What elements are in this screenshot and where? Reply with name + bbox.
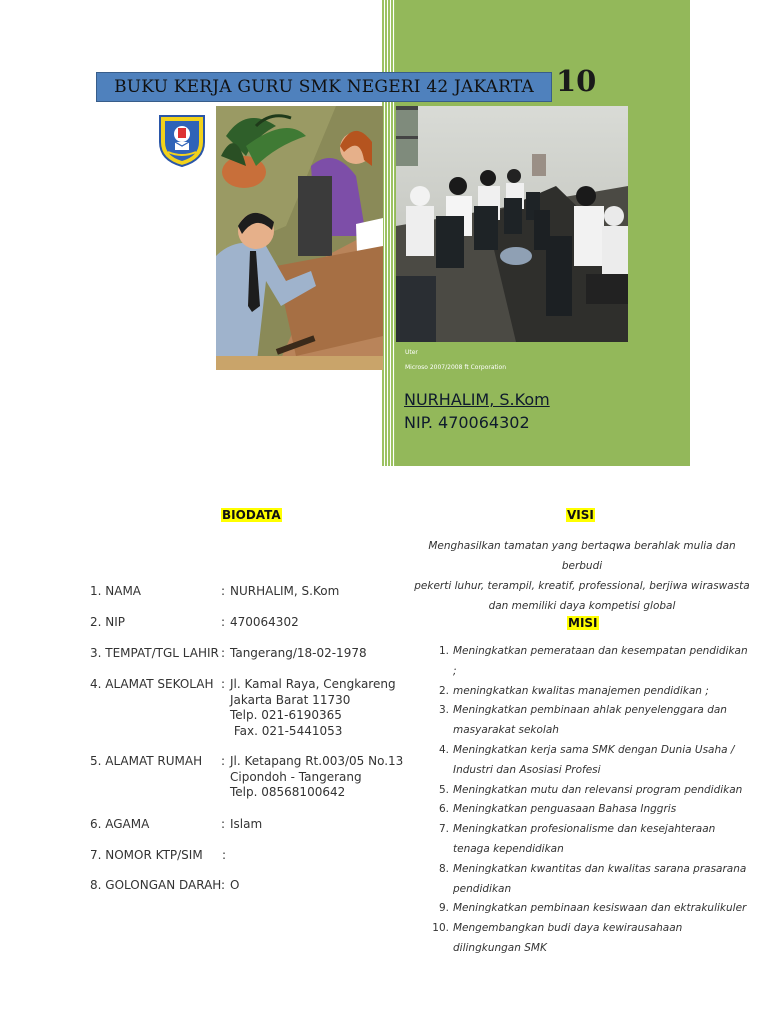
cover-small-text-1: Uter: [405, 349, 418, 356]
misi-item-text: Meningkatkan pembinaan ahlak penyelenggara dan masyarakat sekolah: [453, 704, 727, 737]
biodata-heading: BIODATA: [222, 508, 281, 522]
biodata-value: [230, 677, 396, 739]
misi-item-number: 4.: [438, 743, 449, 756]
cover-small-text-2: Microso 2007/2008 ft Corporation: [405, 364, 507, 371]
misi-item: [432, 682, 748, 702]
misi-item-number: 8.: [438, 862, 449, 875]
school-emblem-icon: [156, 112, 208, 168]
misi-item-text: Meningkatkan pemerataan dan kesempatan pendidikan ;: [453, 645, 748, 677]
cover-stripe-divider: [382, 0, 395, 466]
biodata-value-line: Jakarta Barat 11730: [230, 692, 351, 707]
biodata-label: 8. GOLONGAN DARAH: [90, 878, 222, 892]
biodata-label: 6. AGAMA: [90, 817, 150, 831]
misi-item-text: Meningkatkan pembinaan kesiswaan dan ektrakulikuler: [453, 902, 747, 915]
biodata-value: [230, 584, 339, 600]
visi-line: Menghasilkan tamatan yang bertaqwa berahlak mulia dan berbudi: [428, 540, 736, 572]
visi-line: dan memiliki daya kompetisi global: [488, 600, 676, 612]
misi-item: [432, 800, 748, 820]
misi-item-text: Meningkatkan profesionalisme dan kesejahteraan tenaga kependidikan: [453, 823, 716, 855]
misi-item-text: Meningkatkan kerja sama SMK dengan Dunia Usaha / Industri dan Asosiasi Profesi: [453, 743, 735, 776]
biodata-value-line: Jl. Kamal Raya, Cengkareng: [230, 677, 396, 691]
office-worker-clipart: [216, 106, 383, 370]
misi-item-number: 6.: [438, 803, 449, 816]
cover-title: BUKU KERJA GURU SMK NEGERI 42 JAKARTA: [114, 77, 534, 97]
misi-item-number: 3.: [438, 704, 449, 717]
misi-item-number: 7.: [438, 823, 449, 836]
misi-item-number: 10.: [432, 922, 449, 935]
biodata-value: [230, 615, 299, 631]
misi-item: [432, 899, 748, 919]
biodata-value: [230, 754, 403, 801]
author-name: NURHALIM, S.Kom: [404, 390, 550, 409]
biodata-value-line: O: [230, 878, 240, 892]
misi-item-text: Meningkatkan mutu dan relevansi program pendidikan: [453, 783, 743, 796]
misi-item: [432, 642, 748, 682]
computer-lab-photo: [396, 106, 628, 342]
biodata-separator: :: [221, 584, 226, 598]
biodata-separator: :: [221, 615, 226, 629]
cover-year: 10: [556, 64, 597, 98]
biodata-value-line: NURHALIM, S.Kom: [230, 584, 340, 598]
biodata-label: 7. NOMOR KTP/SIM: [90, 848, 203, 862]
visi-text: [412, 536, 752, 616]
misi-item: [432, 701, 748, 741]
misi-item-text: Mengembangkan budi daya kewirausahaan dilingkungan SMK: [453, 922, 683, 954]
biodata-separator: :: [221, 817, 226, 831]
biodata-label: 1. NAMA: [90, 584, 142, 598]
biodata-value: [230, 878, 239, 894]
misi-item: [432, 919, 748, 959]
misi-item-text: Meningkatkan penguasaan Bahasa Inggris: [453, 803, 677, 816]
misi-item: [432, 741, 748, 781]
biodata-label: 2. NIP: [90, 615, 126, 629]
misi-item: [432, 781, 748, 801]
misi-item-number: 5.: [438, 783, 449, 796]
biodata-value-line: Islam: [230, 817, 263, 831]
biodata-value: [230, 817, 262, 833]
misi-item-text: Meningkatkan kwantitas dan kwalitas sarana prasarana pendidikan: [453, 862, 747, 895]
biodata-value-line: Telp. 08568100642: [230, 785, 346, 799]
visi-line: pekerti luhur, terampil, kreatif, professional, berjiwa wiraswasta: [414, 580, 750, 592]
author-nip: NIP. 470064302: [404, 413, 530, 432]
misi-item-text: meningkatkan kwalitas manajemen pendidikan ;: [453, 684, 709, 697]
biodata-label: 5. ALAMAT RUMAH: [90, 754, 203, 768]
biodata-value-line: Telp. 021-6190365: [230, 708, 342, 722]
biodata-value-line: Cipondoh - Tangerang: [230, 769, 362, 784]
biodata-value-line: Jl. Ketapang Rt.003/05 No.13: [230, 754, 404, 768]
cover-title-bar: [96, 72, 552, 102]
misi-item-number: 1.: [438, 645, 449, 657]
biodata-value-line: Tangerang/18-02-1978: [230, 646, 367, 660]
misi-item-number: 9.: [438, 902, 449, 915]
biodata-separator: :: [221, 677, 226, 691]
biodata-separator: :: [222, 848, 227, 862]
biodata-value: [230, 646, 367, 662]
misi-list: [432, 642, 748, 959]
biodata-label: 4. ALAMAT SEKOLAH: [90, 677, 214, 691]
biodata-label: 3. TEMPAT/TGL LAHIR: [90, 646, 219, 660]
biodata-separator: :: [221, 878, 226, 892]
misi-heading: MISI: [568, 616, 598, 630]
biodata-value-line: 470064302: [230, 615, 299, 629]
biodata-separator: :: [221, 646, 226, 660]
misi-item: [432, 820, 748, 860]
biodata-separator: :: [221, 754, 226, 768]
misi-item-number: 2.: [438, 684, 449, 697]
visi-heading: VISI: [567, 508, 594, 522]
misi-item: [432, 860, 748, 900]
biodata-value-line: Fax. 021-5441053: [230, 723, 343, 738]
